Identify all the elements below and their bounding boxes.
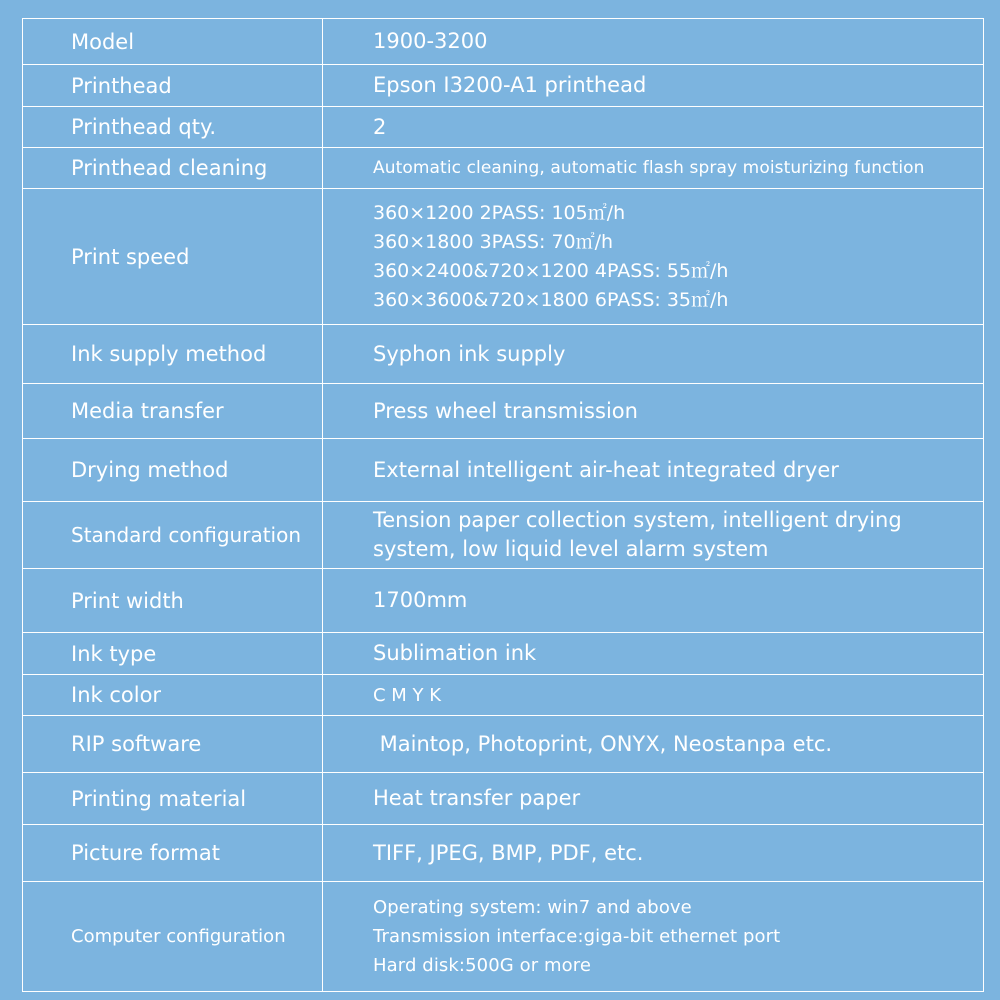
table-row-ink-type <box>23 633 984 675</box>
row-label: Printhead <box>23 65 323 107</box>
row-label: Standard configuration <box>23 502 323 569</box>
table-row-model <box>23 19 984 65</box>
value-line: Operating system: win7 and above <box>373 897 692 918</box>
row-label: Printhead qty. <box>23 107 323 148</box>
value-line: Syphon ink supply <box>373 341 566 366</box>
row-label: Ink supply method <box>23 325 323 384</box>
row-value <box>323 675 984 716</box>
value-line: Press wheel transmission <box>373 398 638 423</box>
row-label: Ink type <box>23 633 323 675</box>
value-line: 360×1200 2PASS: 105㎡/h <box>373 201 626 224</box>
row-label: Print speed <box>23 189 323 325</box>
row-value <box>323 773 984 825</box>
value-line: Maintop, Photoprint, ONYX, Neostanpa etc. <box>373 731 833 756</box>
row-value <box>323 189 984 325</box>
row-value <box>323 384 984 439</box>
value-line: Epson I3200-A1 printhead <box>373 73 647 97</box>
value-line: 1700mm <box>373 588 468 612</box>
value-line: C M Y K <box>373 684 442 706</box>
value-line: External intelligent air-heat integrated dryer <box>373 457 839 482</box>
value-line: Hard disk:500G or more <box>373 955 592 976</box>
table-row-print-width <box>23 569 984 633</box>
value-line: 360×3600&720×1800 6PASS: 35㎡/h <box>373 288 729 311</box>
value-line: Automatic cleaning, automatic flash spray moisturizing function <box>373 157 925 178</box>
row-value <box>323 716 984 773</box>
table-row-ink-color <box>23 675 984 716</box>
table-row-picture-format <box>23 825 984 882</box>
row-label: Model <box>23 19 323 65</box>
row-value <box>323 19 984 65</box>
table-row-printing-material <box>23 773 984 825</box>
row-value <box>323 633 984 675</box>
table-row-rip-software <box>23 716 984 773</box>
row-label: Print width <box>23 569 323 633</box>
row-value <box>323 325 984 384</box>
table-row-drying-method <box>23 439 984 502</box>
row-value <box>323 569 984 633</box>
row-label: Computer configuration <box>23 882 323 992</box>
row-value <box>323 107 984 148</box>
table-row-printhead <box>23 65 984 107</box>
row-label: Media transfer <box>23 384 323 439</box>
value-line: TIFF, JPEG, BMP, PDF, etc. <box>373 840 644 865</box>
specification-table <box>22 18 984 992</box>
table-row-standard-configuration <box>23 502 984 569</box>
table-row-ink-supply-method <box>23 325 984 384</box>
row-value <box>323 65 984 107</box>
table-row-media-transfer <box>23 384 984 439</box>
value-line: Heat transfer paper <box>373 786 581 810</box>
row-label: Printhead cleaning <box>23 148 323 189</box>
table-row-printhead-cleaning <box>23 148 984 189</box>
table-row-printhead-qty <box>23 107 984 148</box>
value-line: Sublimation ink <box>373 641 537 665</box>
row-value <box>323 439 984 502</box>
value-line: 1900-3200 <box>373 29 488 53</box>
row-label: RIP software <box>23 716 323 773</box>
row-label: Ink color <box>23 675 323 716</box>
value-line: 360×1800 3PASS: 70㎡/h <box>373 230 614 253</box>
row-value <box>323 148 984 189</box>
value-line: 360×2400&720×1200 4PASS: 55㎡/h <box>373 259 729 282</box>
row-value <box>323 825 984 882</box>
table-row-computer-configuration <box>23 882 984 992</box>
row-label: Picture format <box>23 825 323 882</box>
row-value <box>323 502 984 569</box>
value-line: 2 <box>373 114 387 139</box>
row-label: Printing material <box>23 773 323 825</box>
row-label: Drying method <box>23 439 323 502</box>
value-line: Tension paper collection system, intelligent drying system, low liquid level alarm system <box>373 508 902 561</box>
value-line: Transmission interface:giga-bit ethernet port <box>373 926 781 947</box>
table-row-print-speed <box>23 189 984 325</box>
row-value <box>323 882 984 992</box>
